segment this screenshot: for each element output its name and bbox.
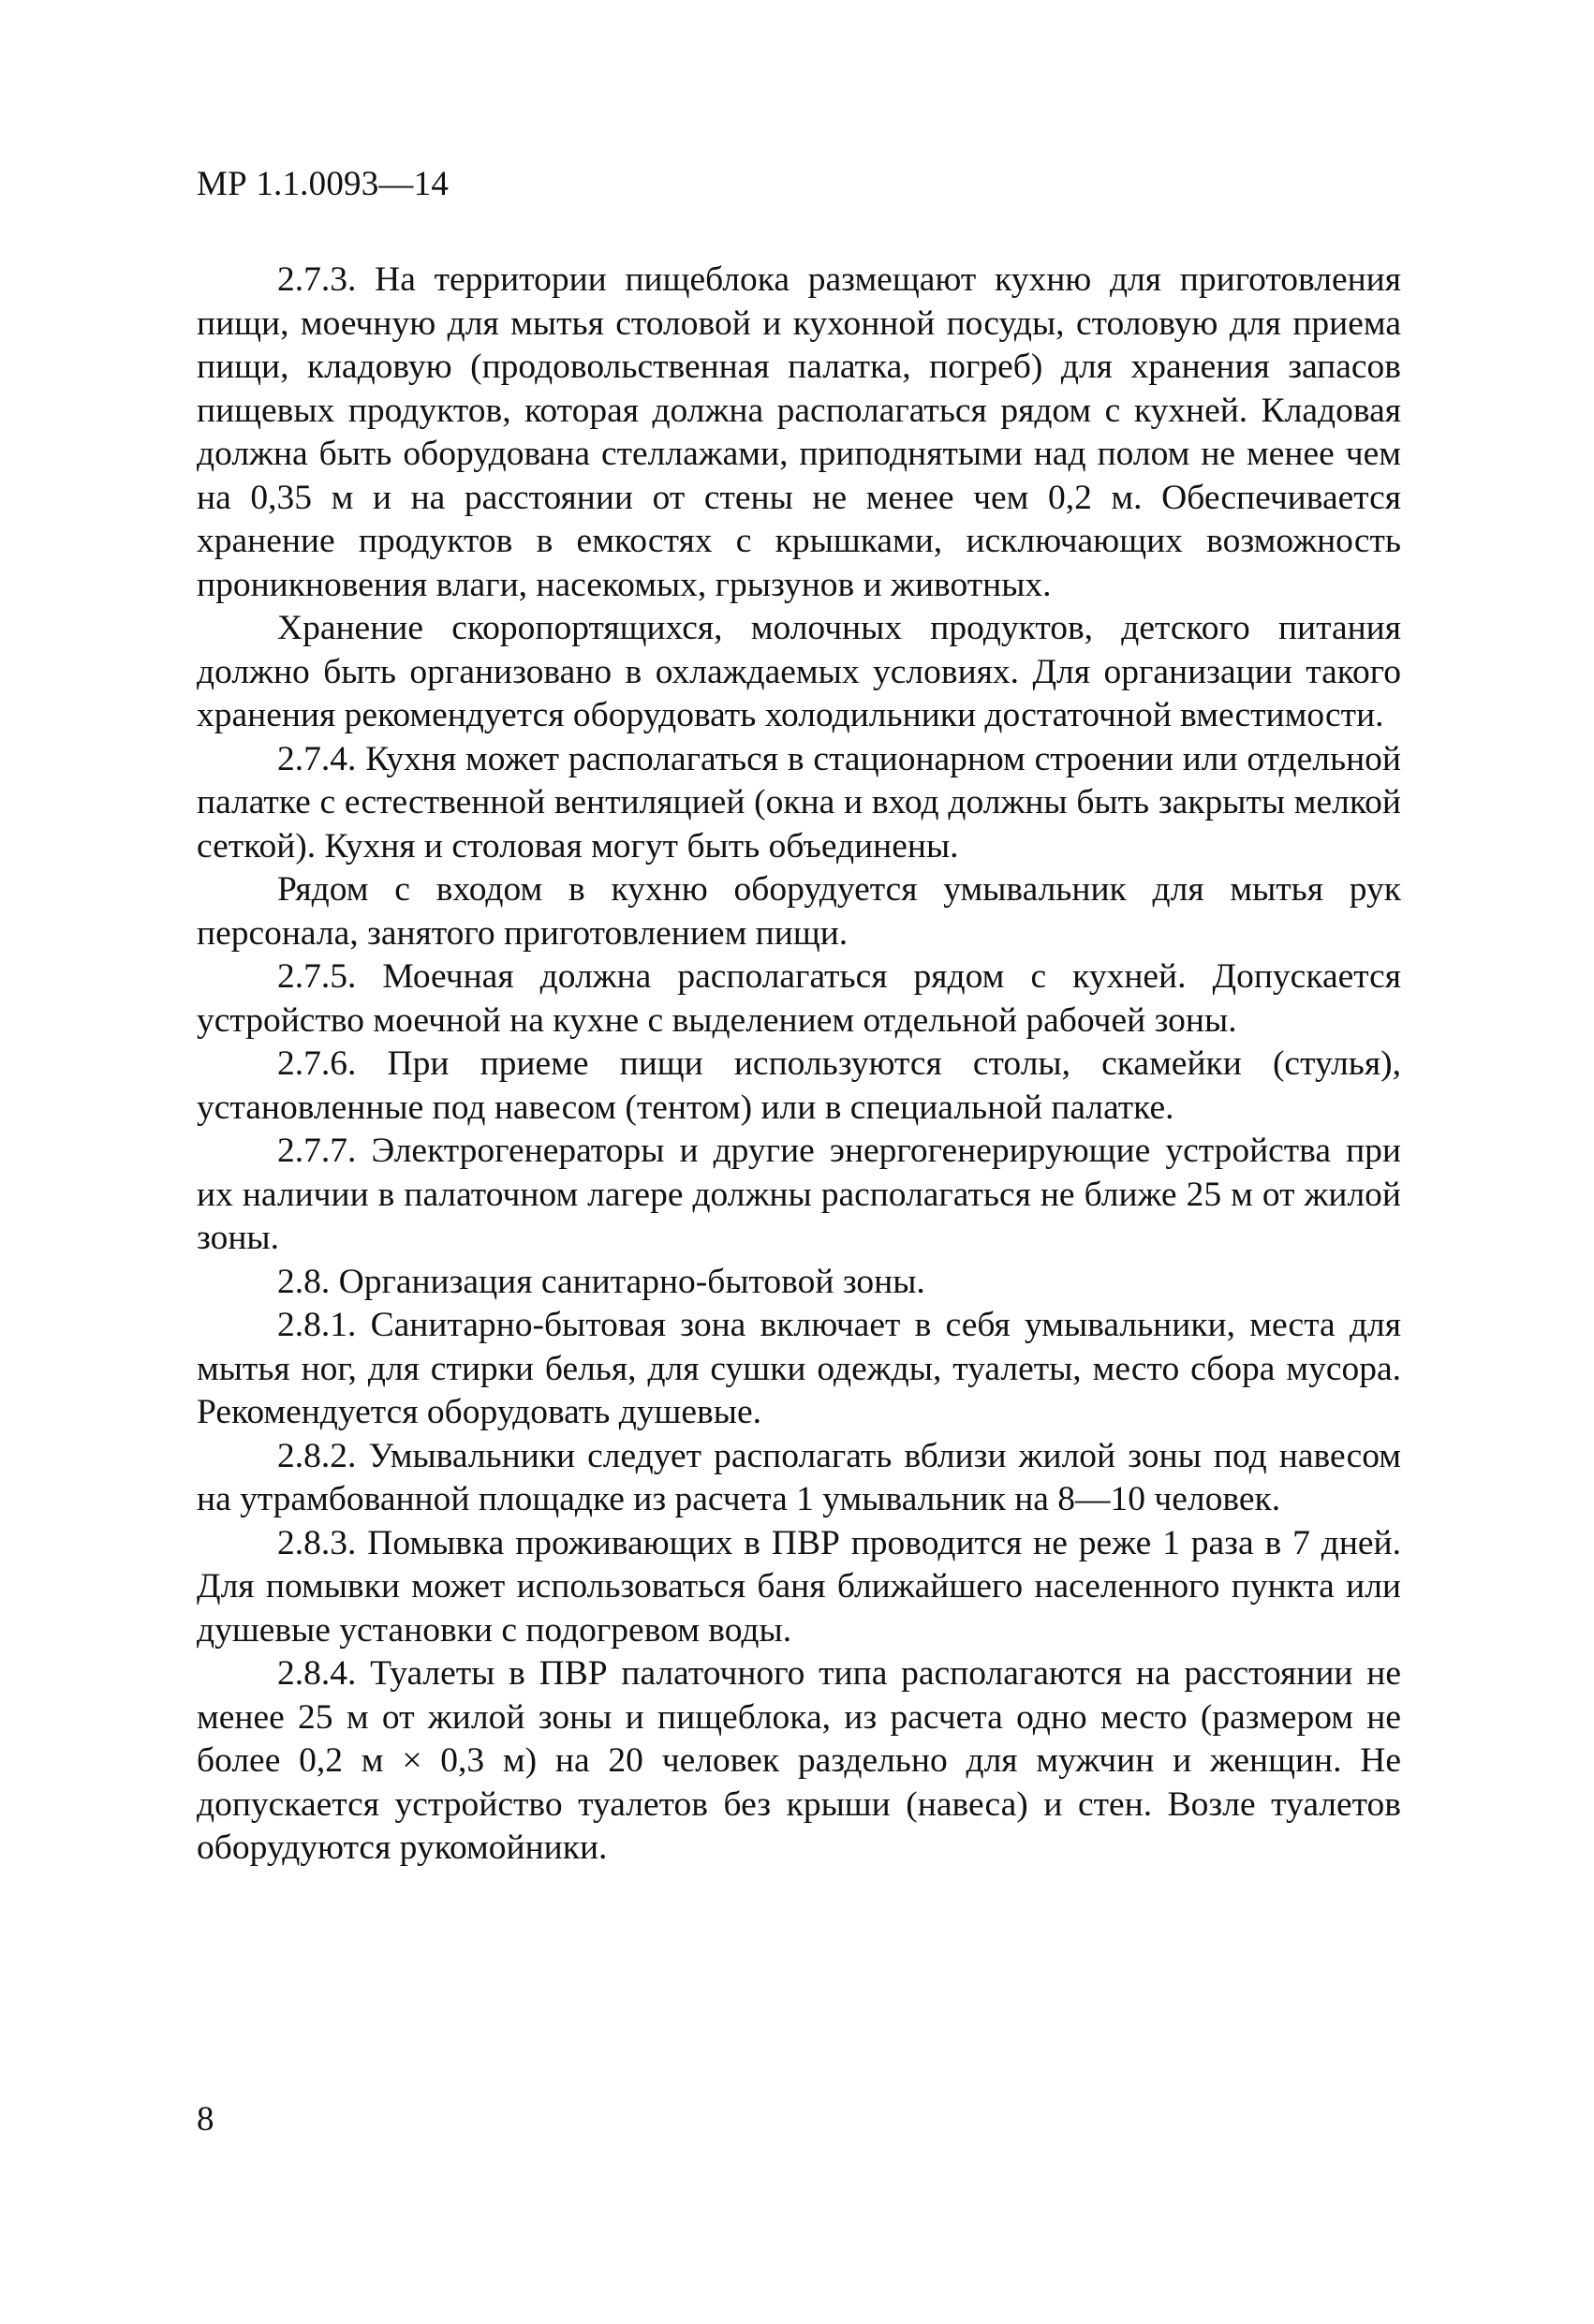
paragraph-2-7-3: 2.7.3. На территории пищеблока размещают кухню для приготовления пищи, моечную для мытья столовой и кухонной посуды, столовую для приема пищи, кладовую (продовольственная палатка, погреб) для хранения запасов пищевых продуктов, которая должна располагаться рядом с кухней. Кладовая должна быть оборудована стеллажами, приподнятыми над полом не менее чем на 0,35 м и на расстоянии от стены не менее чем 0,2 м. Обеспечивается хранение продуктов в емкостях с крышками, исключающих возможность проникновения влаги, насекомых, грызунов и животных. [197, 260, 1401, 604]
paragraph-kitchen-washbasin: Рядом с входом в кухню оборудуется умывальник для мытья рук персонала, занятого приготовлением пищи. [197, 870, 1401, 953]
section-heading-2-8: 2.8. Организация санитарно-бытовой зоны. [277, 1262, 925, 1301]
paragraph-2-8-4: 2.8.4. Туалеты в ПВР палаточного типа располагаются на расстоянии не менее 25 м от жилой зоны и пищеблока, из расчета одно место (размером не более 0,2 м × 0,3 м) на 20 человек раздельно для мужчин и женщин. Не допускается устройство туалетов без крыши (навеса) и стен. Возле туалетов оборудуются рукомойники. [197, 1654, 1401, 1867]
paragraph-2-7-7: 2.7.7. Электрогенераторы и другие энергогенерирующие устройства при их наличии в палаточном лагере должны располагаться не ближе 25 м от жилой зоны. [197, 1132, 1401, 1257]
paragraph-2-7-6: 2.7.6. При приеме пищи используются столы, скамейки (стулья), установленные под навесом (тентом) или в специальной палатке. [197, 1044, 1401, 1127]
document-code-header: МР 1.1.0093—14 [197, 165, 450, 203]
paragraph-2-7-4: 2.7.4. Кухня может располагаться в стационарном строении или отдельной палатке с естественной вентиляцией (окна и вход должны быть закрыты мелкой сеткой). Кухня и столовая могут быть объединены. [197, 739, 1401, 866]
paragraph-2-8-1: 2.8.1. Санитарно-бытовая зона включает в себя умывальники, места для мытья ног, для стирки белья, для сушки одежды, туалеты, место сбора мусора. Рекомендуется оборудовать душевые. [197, 1306, 1401, 1431]
paragraph-2-8-2: 2.8.2. Умывальники следует располагать вблизи жилой зоны под навесом на утрамбованной площадке из расчета 1 умывальник на 8—10 человек. [197, 1436, 1401, 1518]
paragraph-perishable-storage: Хранение скоропортящихся, молочных продуктов, детского питания должно быть организовано в охлаждаемых условиях. Для организации такого хранения рекомендуется оборудовать холодильники достаточной вместимости. [197, 609, 1401, 734]
paragraph-2-7-5: 2.7.5. Моечная должна располагаться рядом с кухней. Допускается устройство моечной на кухне с выделением отдельной рабочей зоны. [197, 957, 1401, 1040]
paragraph-2-8-3: 2.8.3. Помывка проживающих в ПВР проводится не реже 1 раза в 7 дней. Для помывки может использоваться баня ближайшего населенного пункта или душевые установки с подогревом воды. [197, 1523, 1401, 1650]
document-body [197, 259, 1401, 1871]
page-number: 8 [197, 2100, 214, 2139]
